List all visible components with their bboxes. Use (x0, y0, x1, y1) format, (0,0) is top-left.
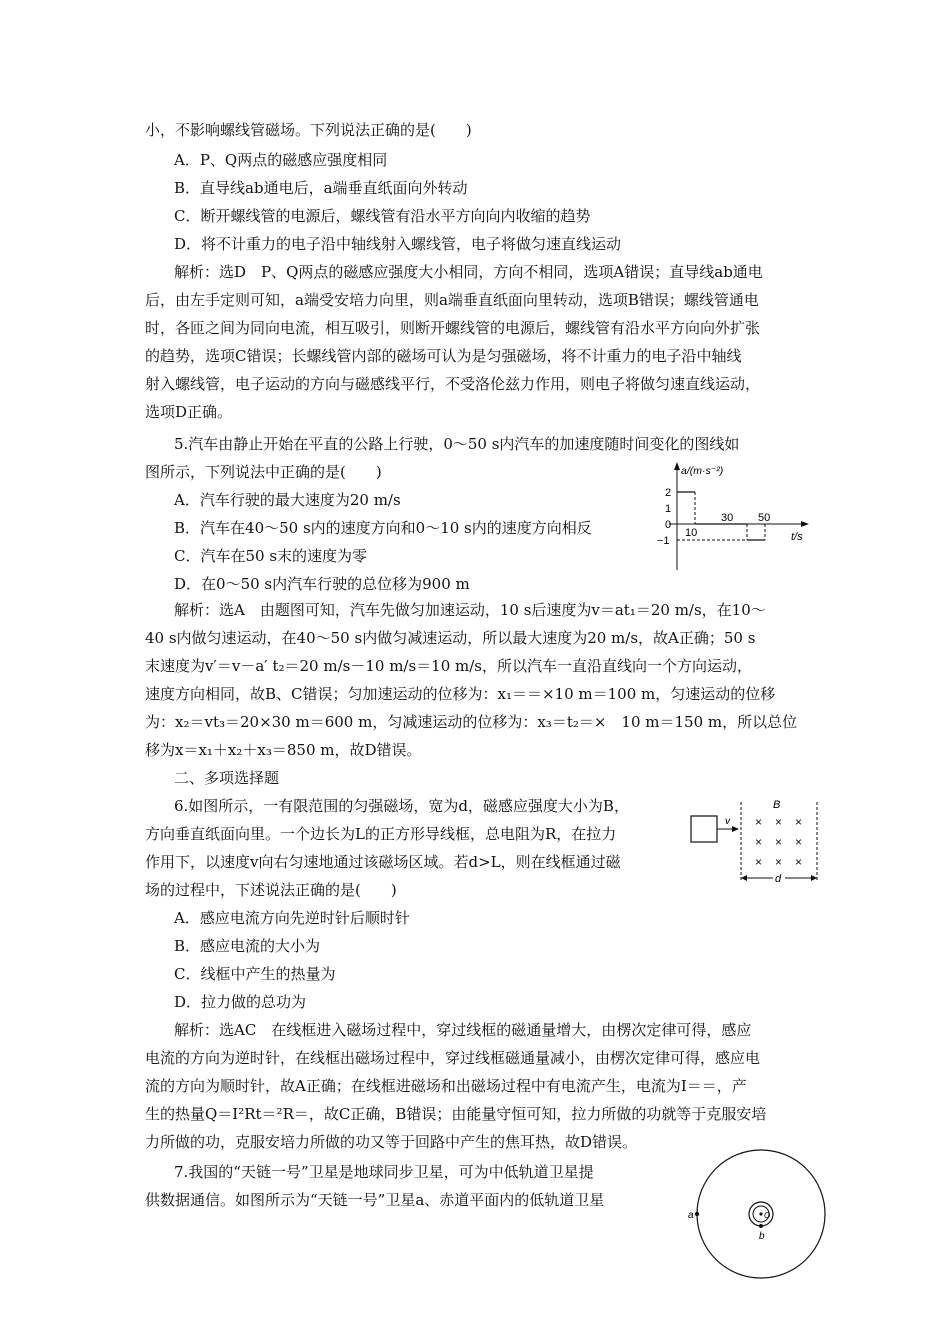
q6-analysis-line: 生的热量Q＝I²Rt＝²R＝，故C正确，B错误；由能量守恒可知，拉力所做的功就等于克服安培 (145, 1105, 767, 1123)
q4-option-b: B．直导线ab通电后，a端垂直纸面向外转动 (174, 179, 468, 197)
q6-analysis-line: 力所做的功，克服安培力所做的功又等于回路中产生的焦耳热，故D错误。 (145, 1133, 638, 1151)
q6-velocity-label: v (725, 816, 730, 827)
q7-satellite-b-label: b (759, 1231, 765, 1242)
q5-stem-line: 图所示，下列说法中正确的是( ) (145, 463, 382, 481)
q5-graph-xtick: 30 (721, 512, 734, 524)
q6-option-c: C．线框中产生的热量为 (174, 965, 336, 983)
q4-stem-tail: 小，不影响螺线管磁场。下列说法正确的是( ) (145, 121, 472, 139)
q6-stem-line: 6.如图所示，一有限范围的匀强磁场，宽为d，磁感应强度大小为B， (174, 797, 629, 815)
q5-graph-xlabel: t/s (791, 531, 803, 543)
q6-stem-line: 方向垂直纸面向里。一个边长为L的正方形导线框，总电阻为R，在拉力 (145, 825, 617, 843)
q5-option-d: D．在0～50 s内汽车行驶的总位移为900 m (174, 575, 470, 593)
q5-analysis-line: 为：x₂＝vt₃＝20×30 m＝600 m，匀减速运动的位移为：x₃＝t₂＝× 10 m＝150 m，所以总位 (145, 713, 798, 731)
field-cross: × (795, 855, 803, 869)
q7-stem-line: 供数据通信。如图所示为“天链一号”卫星a、赤道平面内的低轨道卫星 (145, 1191, 605, 1209)
field-cross: × (775, 855, 783, 869)
q5-graph-xtick: 50 (758, 512, 771, 524)
q5-analysis-line: 40 s内做匀速运动，在40～50 s内做匀减速运动，所以最大速度为20 m/s，故A正确；50 s (145, 629, 756, 647)
field-cross: × (775, 835, 783, 849)
field-cross: × (755, 855, 763, 869)
field-cross: × (795, 815, 803, 829)
q6-analysis-line: 解析：选AC 在线框进入磁场过程中，穿过线框的磁通量增大，由楞次定律可得，感应 (174, 1021, 752, 1039)
q4-option-c: C．断开螺线管的电源后，螺线管有沿水平方向向内收缩的趋势 (174, 207, 591, 225)
q5-stem-line: 5.汽车由静止开始在平直的公路上行驶，0～50 s内汽车的加速度随时间变化的图线如 (174, 435, 740, 453)
q6-width-label: d (775, 873, 782, 885)
q4-analysis-line: 时，各匝之间为同向电流，相互吸引，则断开螺线管的电源后，螺线管有沿水平方向向外扩张 (145, 319, 761, 337)
q5-graph-ylabel: a/(m·s⁻²) (681, 465, 724, 477)
q6-magnetic-field-figure (685, 790, 825, 888)
q6-stem-line: 场的过程中，下述说法正确的是( ) (145, 881, 397, 899)
q4-option-a: A．P、Q两点的磁感应强度相同 (174, 151, 388, 169)
q7-earth-center-label: O (764, 1211, 771, 1220)
field-cross: × (795, 835, 803, 849)
q6-analysis-line: 流的方向为顺时针，故A正确；在线框进磁场和出磁场过程中有电流产生，电流为I＝＝，产 (145, 1077, 747, 1095)
q7-stem-line: 7.我国的“天链一号”卫星是地球同步卫星，可为中低轨道卫星提 (174, 1163, 594, 1181)
section-heading: 二、多项选择题 (174, 769, 280, 787)
q5-graph-ytick: 1 (665, 503, 672, 515)
q5-graph-ytick: 2 (665, 487, 672, 499)
q5-graph-ytick: 0 (665, 519, 672, 531)
q7-orbit-figure (685, 1140, 830, 1285)
q5-analysis-line: 移为x＝x₁＋x₂＋x₃＝850 m，故D错误。 (145, 741, 422, 759)
q4-analysis-line: 后，由左手定则可知，a端受安培力向里，则a端垂直纸面向里转动，选项B错误；螺线管通电 (145, 291, 759, 309)
q6-option-b: B．感应电流的大小为 (174, 937, 321, 955)
q4-analysis-line: 选项D正确。 (145, 403, 233, 421)
q4-analysis-line: 解析：选D P、Q两点的磁感应强度大小相同，方向不相同，选项A错误；直导线ab通电 (174, 263, 763, 281)
q4-option-d: D．将不计重力的电子沿中轴线射入螺线管，电子将做匀速直线运动 (174, 235, 622, 253)
field-cross: × (755, 835, 763, 849)
q5-graph-xtick: 10 (685, 527, 698, 539)
field-cross: × (775, 815, 783, 829)
q6-option-d: D．拉力做的总功为 (174, 993, 307, 1011)
q6-stem-line: 作用下，以速度v向右匀速地通过该磁场区域。若d>L，则在线框通过磁 (145, 853, 621, 871)
q5-graph-ytick: −1 (657, 535, 670, 547)
q5-option-c: C．汽车在50 s末的速度为零 (174, 547, 368, 565)
q6-option-a: A．感应电流方向先逆时针后顺时针 (174, 909, 410, 927)
q7-satellite-a-label: a (688, 1210, 694, 1221)
q5-acceleration-graph (655, 458, 815, 578)
q6-field-label: B (773, 799, 781, 811)
q6-analysis-line: 电流的方向为逆时针，在线框出磁场过程中，穿过线框磁通量减小，由楞次定律可得，感应电 (145, 1049, 761, 1067)
q5-analysis-line: 速度方向相同，故B、C错误；匀加速运动的位移为：x₁＝＝×10 m＝100 m，匀速运动的位移 (145, 685, 776, 703)
q5-option-b: B．汽车在40～50 s内的速度方向和0～10 s内的速度方向相反 (174, 519, 592, 537)
q4-analysis-line: 射入螺线管，电子运动的方向与磁感线平行，不受洛伦兹力作用，则电子将做匀速直线运动， (145, 375, 761, 393)
q5-option-a: A．汽车行驶的最大速度为20 m/s (174, 491, 401, 509)
q4-analysis-line: 的趋势，选项C错误；长螺线管内部的磁场可认为是匀强磁场，将不计重力的电子沿中轴线 (145, 347, 742, 365)
q5-analysis-line: 解析：选A 由题图可知，汽车先做匀加速运动，10 s后速度为v＝at₁＝20 m/s，在10～ (174, 601, 766, 619)
q5-analysis-line: 末速度为v′＝v－a′ t₂＝20 m/s－10 m/s＝10 m/s，所以汽车一直沿直线向一个方向运动， (145, 657, 753, 675)
field-cross: × (755, 815, 763, 829)
